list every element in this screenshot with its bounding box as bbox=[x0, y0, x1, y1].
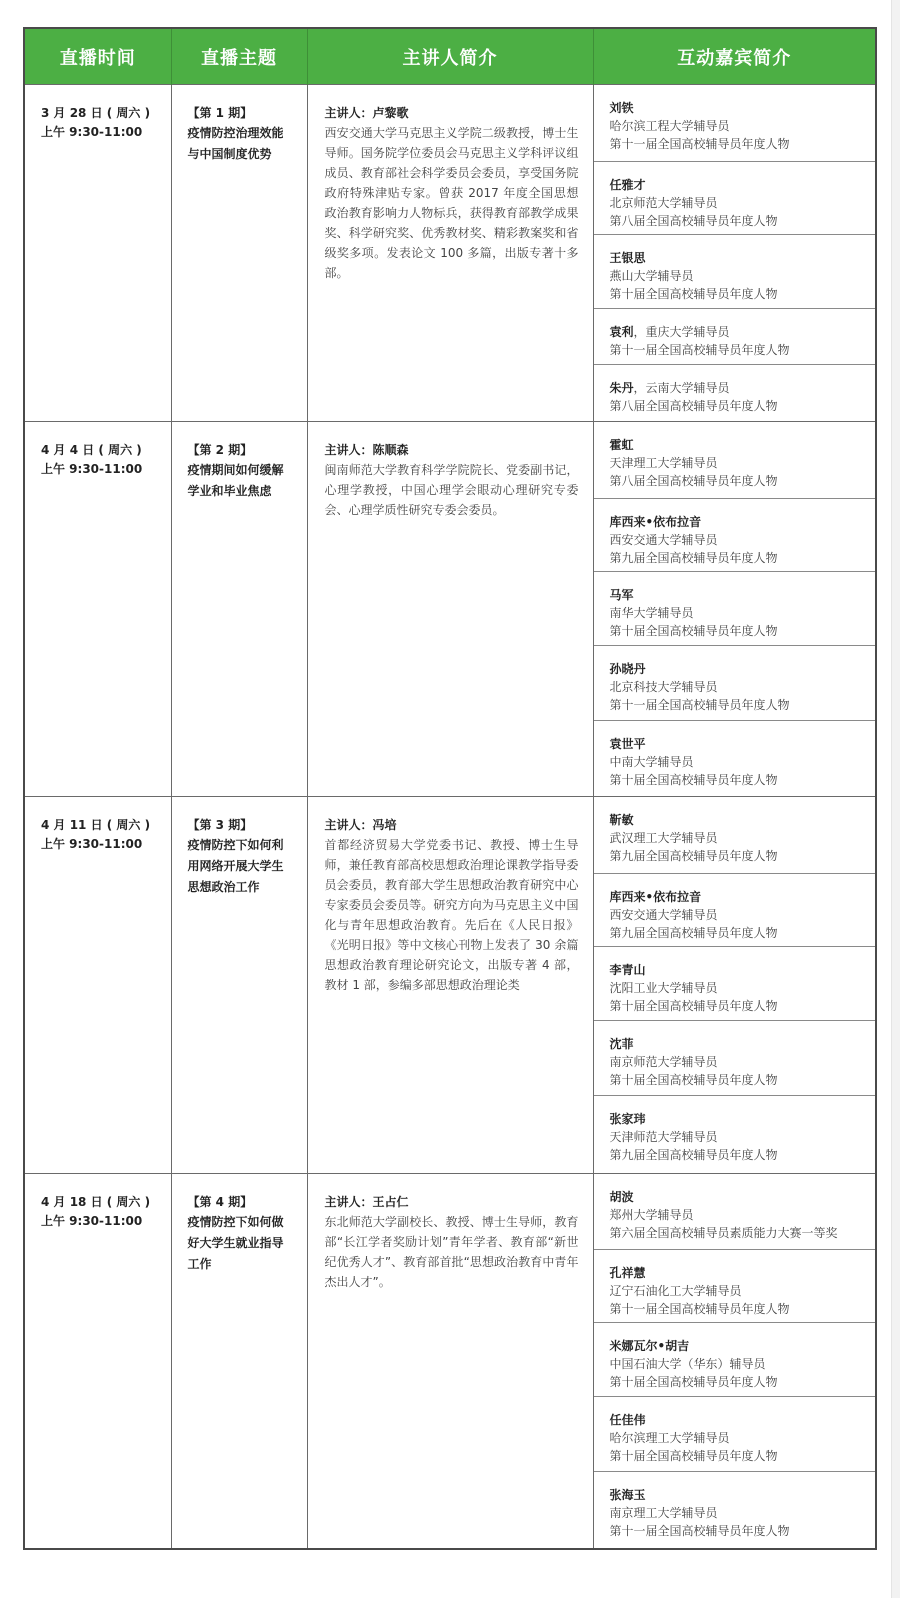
guest-entry bbox=[594, 1096, 876, 1173]
livestream-schedule-table bbox=[23, 27, 877, 1550]
guest-award: 第十届全国高校辅导员年度人物 bbox=[609, 624, 778, 638]
session-time-cell bbox=[24, 422, 171, 797]
session-topic-cell bbox=[171, 85, 307, 422]
session-issue-number: 【第 3 期】 bbox=[187, 818, 253, 832]
header-broadcast-topic: 直播主题 bbox=[171, 28, 307, 85]
session-row bbox=[24, 85, 876, 422]
guest-entry bbox=[594, 365, 876, 421]
guest-affiliation: ，重庆大学辅导员 bbox=[633, 325, 730, 339]
guest-award: 第十一届全国高校辅导员年度人物 bbox=[609, 1524, 790, 1538]
guest-award: 第九届全国高校辅导员年度人物 bbox=[609, 926, 778, 940]
guest-name: 刘铁 bbox=[609, 101, 634, 115]
guest-entry bbox=[594, 1397, 876, 1472]
table-header bbox=[24, 28, 876, 85]
guest-name: 库西来•依布拉音 bbox=[609, 515, 702, 529]
guest-name: 李青山 bbox=[609, 963, 646, 977]
guest-award: 第十届全国高校辅导员年度人物 bbox=[609, 1449, 778, 1463]
guest-award: 第十一届全国高校辅导员年度人物 bbox=[609, 698, 790, 712]
scrollbar-track[interactable] bbox=[891, 0, 900, 1598]
session-topic-title: 疫情防控治理效能与中国制度优势 bbox=[187, 126, 284, 161]
guest-award: 第十届全国高校辅导员年度人物 bbox=[609, 287, 778, 301]
guest-name: 米娜瓦尔•胡吉 bbox=[609, 1339, 690, 1353]
speaker-bio: 首都经济贸易大学党委书记、教授、博士生导师，兼任教育部高校思想政治理论课教学指导委员会委员，教育部大学生思想政治教育研究中心专家委员会委员等。研究方向为马克思主义中国化与青年思想政治教育。先后在《人民日报》《光明日报》等中文核心刊物上发表了 30 余篇思想政治教育理论研究论文，出版专著 4 部，教材 1 部，参编多部思想政治理论类 bbox=[324, 838, 579, 992]
guest-profiles-cell bbox=[593, 85, 876, 422]
guest-name: 张海玉 bbox=[609, 1488, 646, 1502]
guest-entry bbox=[594, 646, 876, 721]
guest-entry bbox=[594, 947, 876, 1021]
guest-affiliation: 天津理工大学辅导员 bbox=[609, 456, 718, 470]
guest-award: 第十一届全国高校辅导员年度人物 bbox=[609, 137, 790, 151]
header-guest-profiles: 互动嘉宾简介 bbox=[593, 28, 876, 85]
guest-affiliation: 中国石油大学（华东）辅导员 bbox=[609, 1357, 766, 1371]
speaker-bio: 西安交通大学马克思主义学院二级教授，博士生导师。国务院学位委员会马克思主义学科评议组成员、教育部社会科学委员会委员，享受国务院政府特殊津贴专家。曾获 2017 年度全国思想政治教育影响力人物标兵，获得教育部教学成果奖、科学研究奖、优秀教材奖、精彩教案奖和省级奖多项。发表论文 100 多篇，出版专著十多部。 bbox=[324, 126, 579, 280]
guest-affiliation: 西安交通大学辅导员 bbox=[609, 533, 718, 547]
session-issue-number: 【第 2 期】 bbox=[187, 443, 253, 457]
guest-award: 第九届全国高校辅导员年度人物 bbox=[609, 551, 778, 565]
guest-name: 霍虹 bbox=[609, 438, 634, 452]
speaker-name: 主讲人：王占仁 bbox=[324, 1195, 409, 1209]
speaker-bio: 闽南师范大学教育科学学院院长、党委副书记，心理学教授，中国心理学会眼动心理研究专委会、心理学质性研究专委会委员。 bbox=[324, 463, 579, 517]
guest-name: 任佳伟 bbox=[609, 1413, 646, 1427]
session-time: 上午 9:30-11:00 bbox=[41, 1214, 143, 1228]
guest-affiliation: 天津师范大学辅导员 bbox=[609, 1130, 718, 1144]
guest-affiliation: 西安交通大学辅导员 bbox=[609, 908, 718, 922]
guest-profiles-cell bbox=[593, 1174, 876, 1550]
session-topic-title: 疫情防控下如何做好大学生就业指导工作 bbox=[187, 1215, 284, 1271]
guest-entry bbox=[594, 1174, 876, 1250]
guest-affiliation: 武汉理工大学辅导员 bbox=[609, 831, 718, 845]
guest-award: 第九届全国高校辅导员年度人物 bbox=[609, 1148, 778, 1162]
guest-entry bbox=[594, 162, 876, 235]
header-speaker-profile: 主讲人简介 bbox=[307, 28, 593, 85]
session-time: 上午 9:30-11:00 bbox=[41, 837, 143, 851]
guest-entry bbox=[594, 572, 876, 646]
session-date: 4 月 11 日 ( 周六 ) bbox=[41, 818, 151, 832]
session-time: 上午 9:30-11:00 bbox=[41, 462, 143, 476]
guest-entry bbox=[594, 1250, 876, 1323]
guest-entry bbox=[594, 1472, 876, 1548]
guest-award: 第十届全国高校辅导员年度人物 bbox=[609, 1073, 778, 1087]
guest-award: 第八届全国高校辅导员年度人物 bbox=[609, 474, 778, 488]
guest-name: 孙晓丹 bbox=[609, 662, 646, 676]
guest-award: 第九届全国高校辅导员年度人物 bbox=[609, 849, 778, 863]
guest-profiles-cell bbox=[593, 797, 876, 1174]
speaker-bio: 东北师范大学副校长、教授、博士生导师，教育部“长江学者奖励计划”青年学者、教育部“新世纪优秀人才”、教育部首批“思想政治教育中青年杰出人才”。 bbox=[324, 1215, 579, 1289]
guest-affiliation: 哈尔滨理工大学辅导员 bbox=[609, 1431, 730, 1445]
session-topic-cell bbox=[171, 1174, 307, 1550]
guest-award: 第十届全国高校辅导员年度人物 bbox=[609, 999, 778, 1013]
guest-name: 胡波 bbox=[609, 1190, 634, 1204]
session-row bbox=[24, 797, 876, 1174]
session-topic-title: 疫情防控下如何利用网络开展大学生思想政治工作 bbox=[187, 838, 284, 894]
guest-name: 库西来•依布拉音 bbox=[609, 890, 702, 904]
guest-profiles-cell bbox=[593, 422, 876, 797]
guest-entry bbox=[594, 1021, 876, 1096]
guest-affiliation: 北京师范大学辅导员 bbox=[609, 196, 718, 210]
speaker-profile-cell bbox=[307, 1174, 593, 1550]
guest-entry bbox=[594, 1323, 876, 1397]
guest-award: 第十一届全国高校辅导员年度人物 bbox=[609, 1302, 790, 1316]
guest-affiliation: 南京理工大学辅导员 bbox=[609, 1506, 718, 1520]
guest-entry bbox=[594, 797, 876, 874]
guest-name: 靳敏 bbox=[609, 813, 634, 827]
speaker-profile-cell bbox=[307, 422, 593, 797]
session-date: 4 月 18 日 ( 周六 ) bbox=[41, 1195, 151, 1209]
session-row bbox=[24, 422, 876, 797]
guest-name: 马军 bbox=[609, 588, 634, 602]
guest-award: 第八届全国高校辅导员年度人物 bbox=[609, 399, 778, 413]
speaker-profile-cell bbox=[307, 797, 593, 1174]
guest-award: 第六届全国高校辅导员素质能力大赛一等奖 bbox=[609, 1226, 838, 1240]
guest-name: 张家玮 bbox=[609, 1112, 646, 1126]
guest-name: 孔祥慧 bbox=[609, 1266, 646, 1280]
speaker-name: 主讲人：冯培 bbox=[324, 818, 397, 832]
guest-affiliation: ，云南大学辅导员 bbox=[633, 381, 730, 395]
guest-affiliation: 沈阳工业大学辅导员 bbox=[609, 981, 718, 995]
session-row bbox=[24, 1174, 876, 1550]
guest-affiliation: 郑州大学辅导员 bbox=[609, 1208, 694, 1222]
speaker-name: 主讲人：卢黎歌 bbox=[324, 106, 409, 120]
guest-award: 第十届全国高校辅导员年度人物 bbox=[609, 773, 778, 787]
session-time: 上午 9:30-11:00 bbox=[41, 125, 143, 139]
session-date: 3 月 28 日 ( 周六 ) bbox=[41, 106, 151, 120]
session-date: 4 月 4 日 ( 周六 ) bbox=[41, 443, 142, 457]
header-row bbox=[24, 28, 876, 85]
guest-affiliation: 南京师范大学辅导员 bbox=[609, 1055, 718, 1069]
guest-entry bbox=[594, 85, 876, 162]
guest-name: 王银思 bbox=[609, 251, 646, 265]
guest-affiliation: 辽宁石油化工大学辅导员 bbox=[609, 1284, 742, 1298]
guest-award: 第十届全国高校辅导员年度人物 bbox=[609, 1375, 778, 1389]
guest-entry bbox=[594, 309, 876, 365]
guest-name-line bbox=[610, 323, 868, 341]
session-topic-title: 疫情期间如何缓解学业和毕业焦虑 bbox=[187, 463, 284, 498]
speaker-profile-cell bbox=[307, 85, 593, 422]
speaker-name: 主讲人：陈顺森 bbox=[324, 443, 409, 457]
guest-affiliation: 南华大学辅导员 bbox=[609, 606, 694, 620]
guest-award: 第十一届全国高校辅导员年度人物 bbox=[609, 343, 790, 357]
session-time-cell bbox=[24, 1174, 171, 1550]
session-issue-number: 【第 1 期】 bbox=[187, 106, 253, 120]
guest-name: 朱丹 bbox=[609, 381, 634, 395]
guest-affiliation: 北京科技大学辅导员 bbox=[609, 680, 718, 694]
guest-entry bbox=[594, 422, 876, 499]
guest-name-line bbox=[610, 379, 868, 397]
guest-affiliation: 哈尔滨工程大学辅导员 bbox=[609, 119, 730, 133]
session-time-cell bbox=[24, 85, 171, 422]
guest-name: 袁利 bbox=[609, 325, 634, 339]
session-topic-cell bbox=[171, 797, 307, 1174]
guest-affiliation: 燕山大学辅导员 bbox=[609, 269, 694, 283]
guest-entry bbox=[594, 499, 876, 572]
guest-name: 袁世平 bbox=[609, 737, 646, 751]
guest-name: 任雅才 bbox=[609, 178, 646, 192]
guest-entry bbox=[594, 721, 876, 796]
session-issue-number: 【第 4 期】 bbox=[187, 1195, 253, 1209]
session-topic-cell bbox=[171, 422, 307, 797]
session-time-cell bbox=[24, 797, 171, 1174]
guest-entry bbox=[594, 235, 876, 309]
guest-entry bbox=[594, 874, 876, 947]
guest-award: 第八届全国高校辅导员年度人物 bbox=[609, 214, 778, 228]
header-broadcast-time: 直播时间 bbox=[24, 28, 171, 85]
guest-affiliation: 中南大学辅导员 bbox=[609, 755, 694, 769]
guest-name: 沈菲 bbox=[609, 1037, 634, 1051]
table-body bbox=[24, 85, 876, 1550]
